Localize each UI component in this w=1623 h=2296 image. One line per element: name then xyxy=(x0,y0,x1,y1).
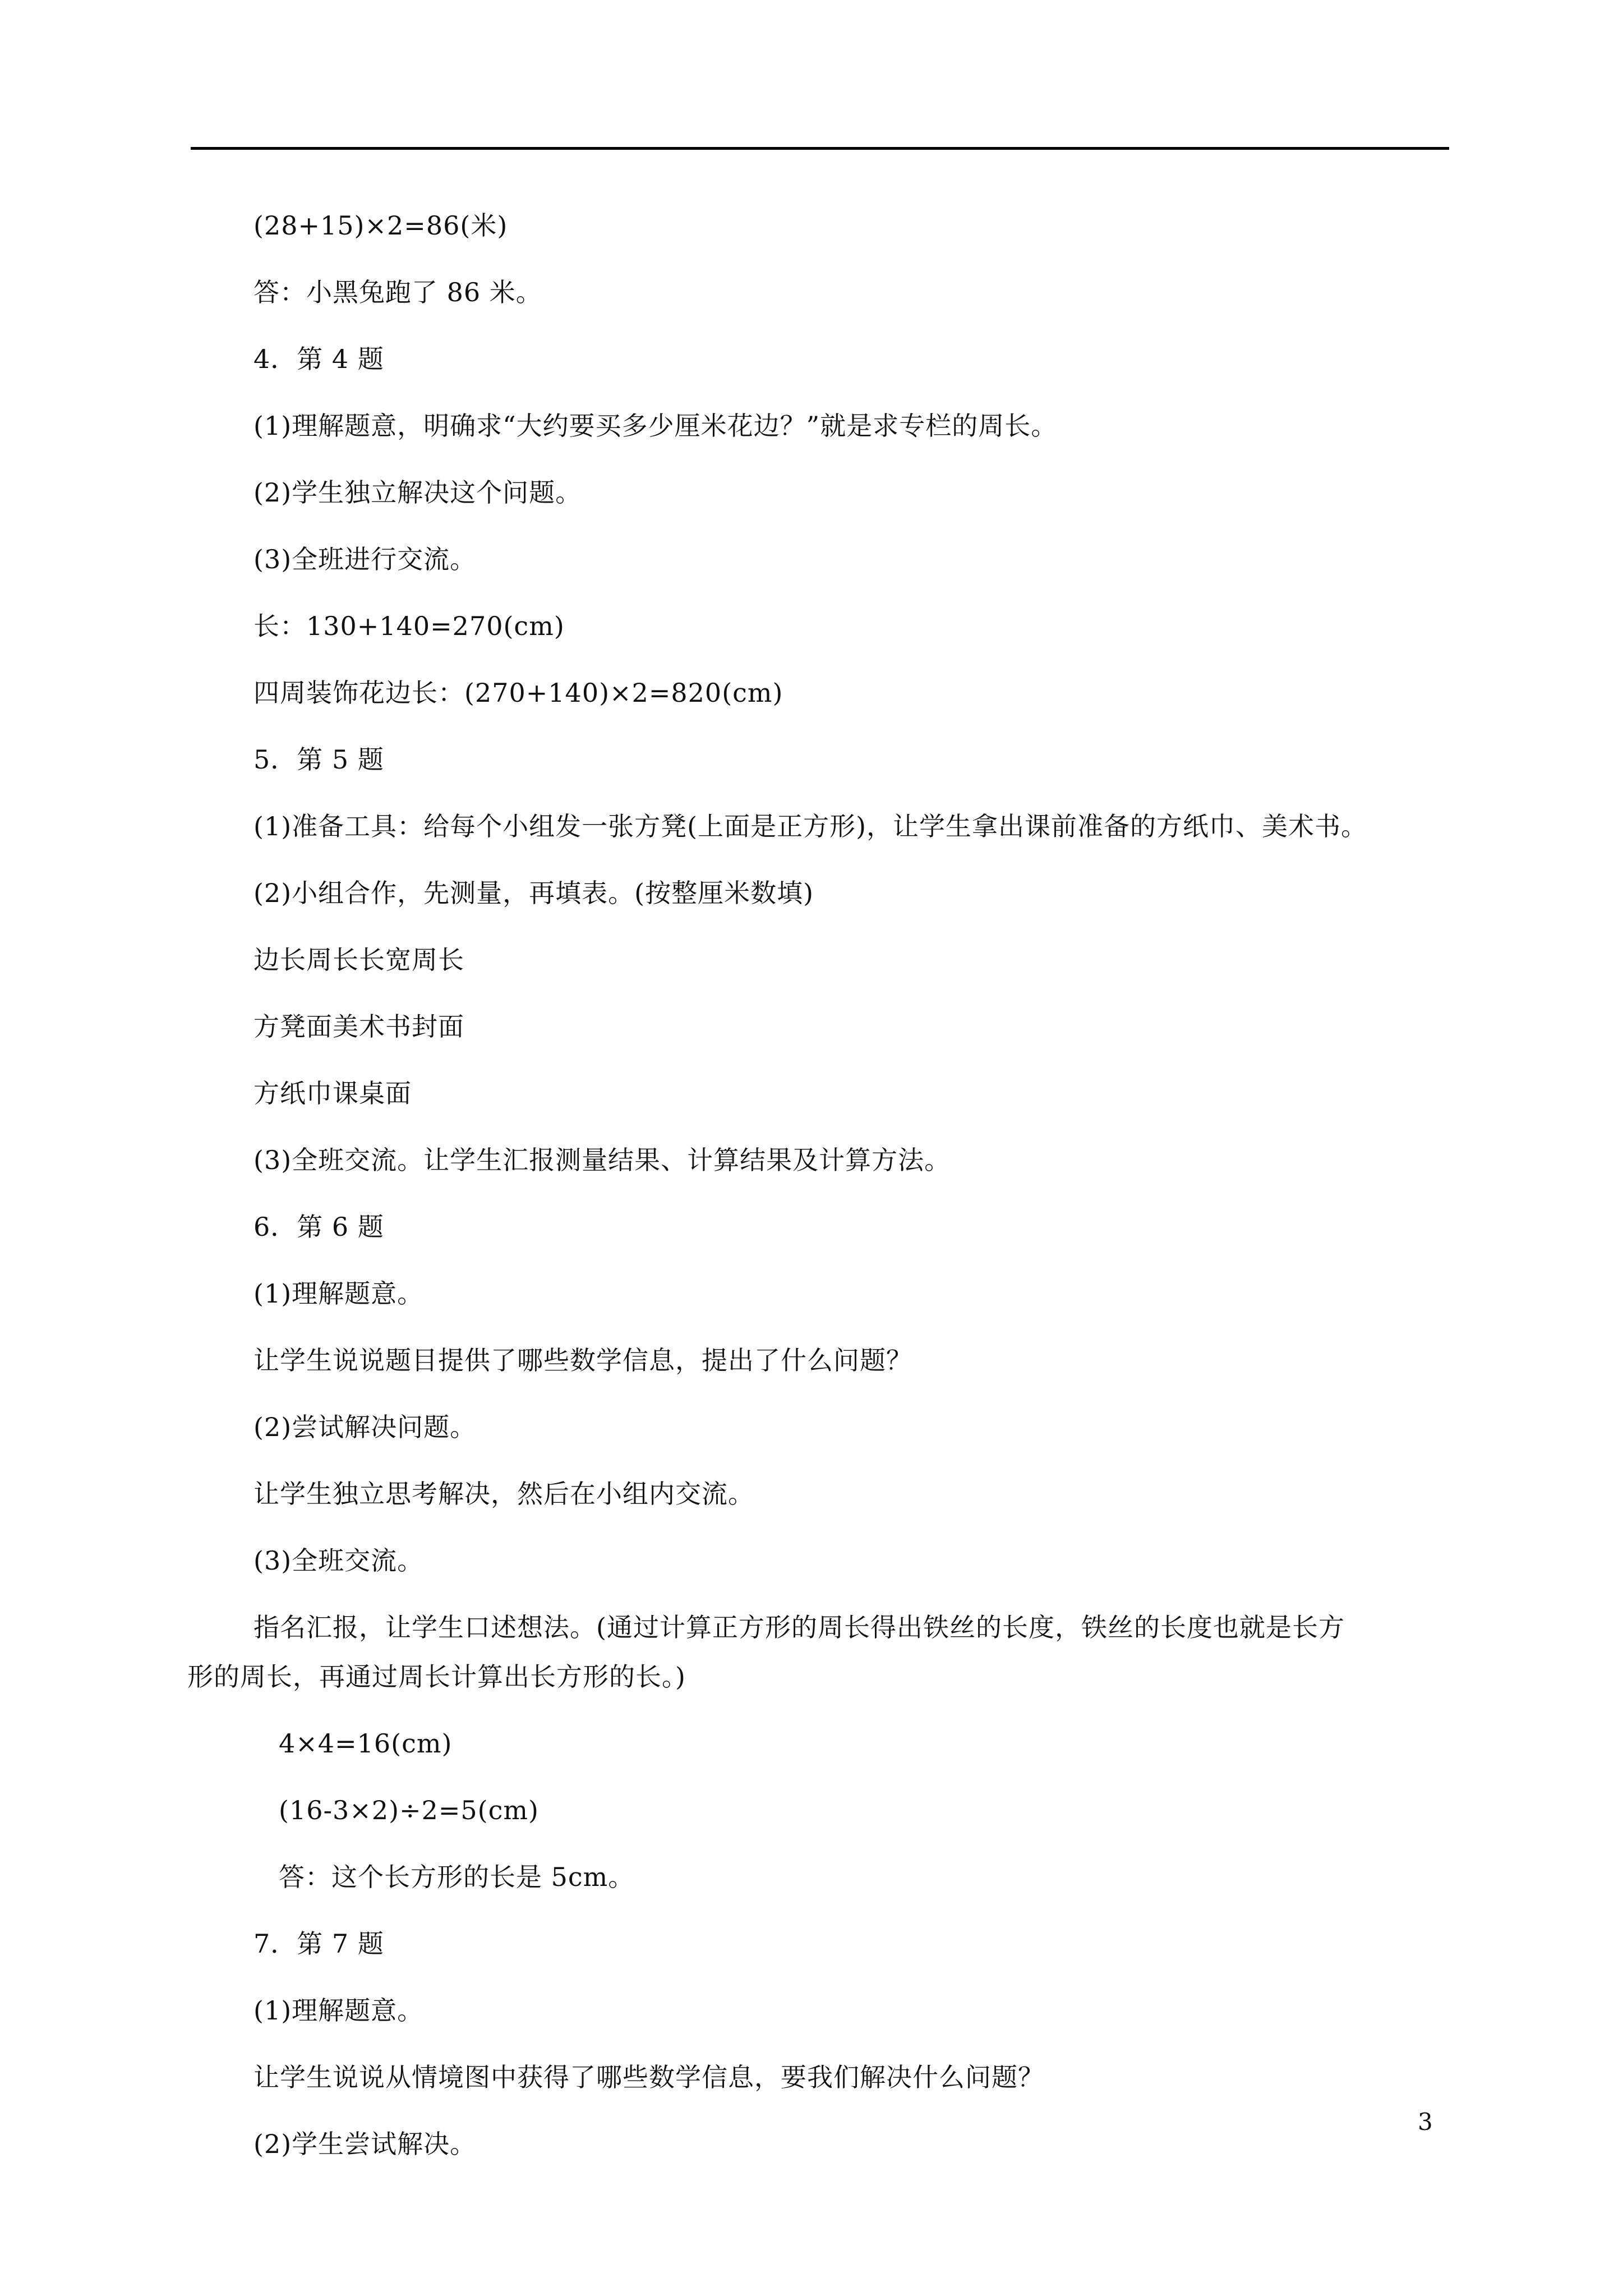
section-heading: 6．第 6 题 xyxy=(253,1212,384,1242)
answer-line: 答：这个长方形的长是 5cm。 xyxy=(279,1862,635,1892)
section-heading: 7．第 7 题 xyxy=(253,1929,384,1959)
text-line: (3)全班进行交流。 xyxy=(253,544,477,574)
text-line: 让学生说说题目提供了哪些数学信息，提出了什么问题？ xyxy=(253,1345,912,1375)
header-rule xyxy=(191,147,1449,150)
text-line: (1)理解题意。 xyxy=(253,1278,424,1309)
text-line: 让学生说说从情境图中获得了哪些数学信息，要我们解决什么问题？ xyxy=(253,2062,1044,2092)
text-line: (2)小组合作，先测量，再填表。(按整厘米数填) xyxy=(253,878,814,908)
text-line: (2)学生尝试解决。 xyxy=(253,2129,477,2159)
text-line-continuation: 形的周长，再通过周长计算出长方形的长。) xyxy=(187,1662,686,1692)
text-line: 答：小黑兔跑了 86 米。 xyxy=(253,277,542,307)
table-row-text: 边长周长长宽周长 xyxy=(253,945,464,975)
section-heading: 4．第 4 题 xyxy=(253,344,384,374)
text-line: 让学生独立思考解决，然后在小组内交流。 xyxy=(253,1479,754,1509)
text-line: (28+15)×2=86(米) xyxy=(253,210,508,241)
text-line: 指名汇报，让学生口述想法。(通过计算正方形的周长得出铁丝的长度，铁丝的长度也就是长方 xyxy=(253,1612,1345,1642)
document-body xyxy=(187,209,1449,2194)
page-number: 3 xyxy=(1418,2108,1433,2136)
text-line: 长：130+140=270(cm) xyxy=(253,611,565,641)
text-line: (2)学生独立解决这个问题。 xyxy=(253,477,582,508)
table-row-text: 方纸巾课桌面 xyxy=(253,1078,412,1108)
table-row-text: 方凳面美术书封面 xyxy=(253,1011,464,1042)
text-line: 四周装饰花边长：(270+140)×2=820(cm) xyxy=(253,678,783,708)
formula-line: (16-3×2)÷2=5(cm) xyxy=(279,1795,539,1825)
text-line: (1)准备工具：给每个小组发一张方凳(上面是正方形)，让学生拿出课前准备的方纸巾、美术书。 xyxy=(253,811,1368,841)
text-line: (1)理解题意。 xyxy=(253,1995,424,2026)
section-heading: 5．第 5 题 xyxy=(253,744,384,775)
text-line: (1)理解题意，明确求“大约要买多少厘米花边？”就是求专栏的周长。 xyxy=(253,411,1058,441)
formula-line: 4×4=16(cm) xyxy=(279,1728,453,1759)
text-line: (3)全班交流。让学生汇报测量结果、计算结果及计算方法。 xyxy=(253,1145,951,1175)
text-line: (2)尝试解决问题。 xyxy=(253,1412,477,1442)
text-line: (3)全班交流。 xyxy=(253,1545,424,1576)
